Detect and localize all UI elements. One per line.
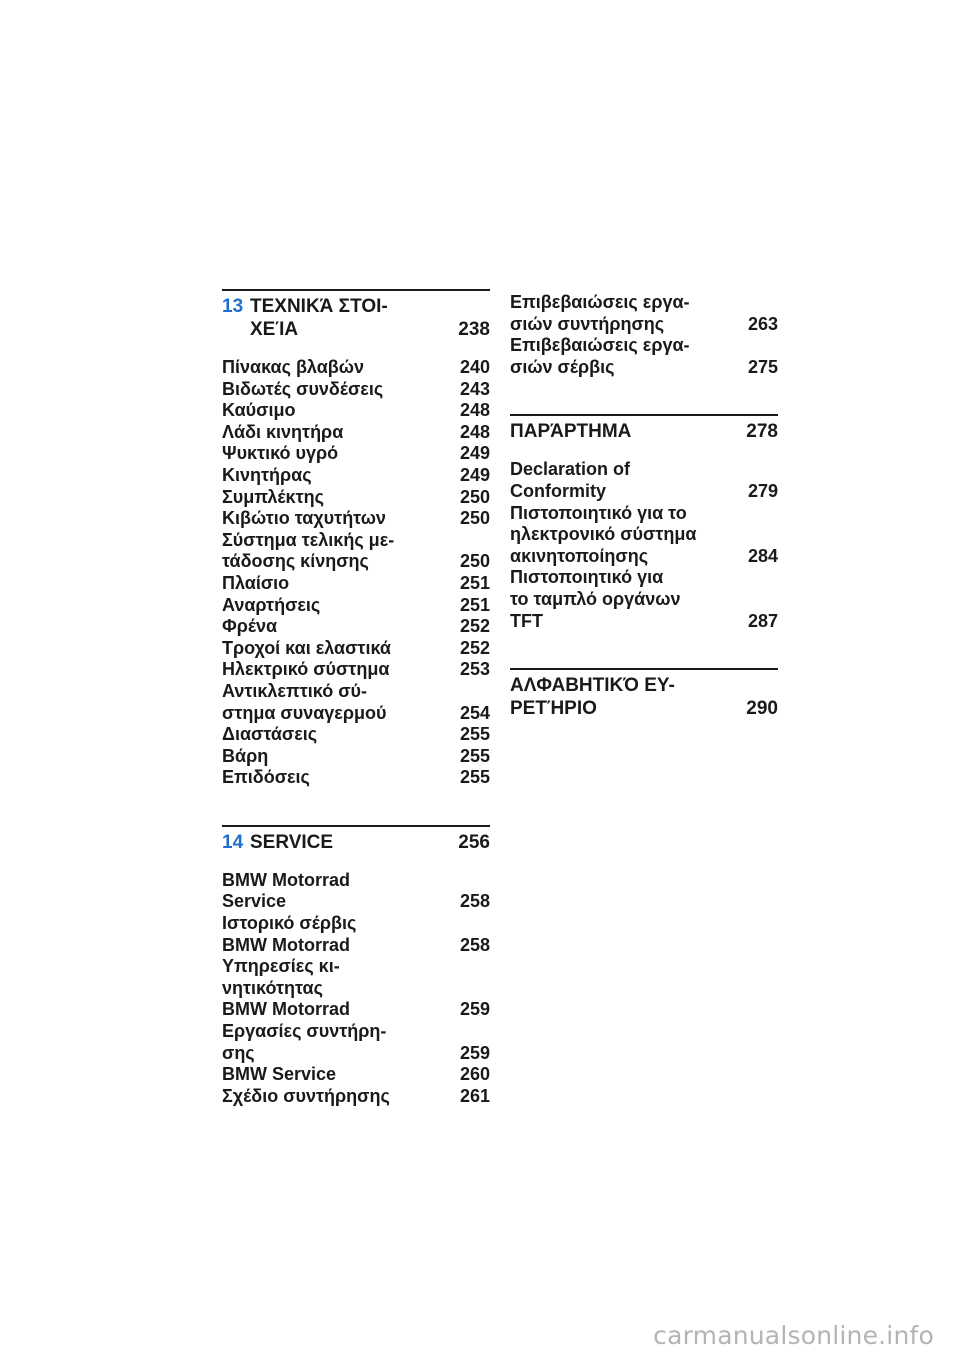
toc-entry-page: 250 — [459, 508, 490, 529]
toc-entry-page: 259 — [459, 1042, 490, 1063]
watermark-text: carmanualsonline.info — [653, 1321, 934, 1350]
toc-entry-page: 253 — [459, 659, 490, 680]
toc-entry-title: Ηλεκτρικό σύστημα — [222, 659, 390, 680]
index-heading[interactable] — [510, 670, 778, 720]
toc-entry-title: Καύσιμο — [222, 400, 296, 421]
toc-entry-title: Πίνακας βλαβών — [222, 357, 364, 377]
toc-entry[interactable] — [222, 724, 490, 746]
toc-entry-page: 261 — [459, 1085, 490, 1106]
toc-entry-page: 250 — [459, 486, 490, 507]
toc-entry-page: 240 — [459, 357, 490, 377]
section-14-heading[interactable] — [222, 827, 490, 854]
toc-entry-title: Λάδι κινητήρα — [222, 421, 344, 442]
toc-entry-title: Αντικλεπτικό σύ- στημα συναγερμού — [222, 680, 387, 723]
toc-entry-page: 287 — [747, 610, 778, 631]
section-13-number: 13 — [222, 296, 244, 317]
toc-entry[interactable] — [510, 503, 778, 568]
section-14-number: 14 — [222, 831, 244, 853]
toc-entry[interactable] — [222, 681, 490, 724]
toc-entry-page: 251 — [459, 572, 490, 593]
toc-entry-title: Βάρη — [222, 745, 269, 766]
section-13-page: 238 — [458, 319, 490, 340]
toc-entry[interactable] — [510, 567, 778, 632]
toc-entry-title: Κιβώτιο ταχυτήτων — [222, 508, 386, 529]
toc-entry-title: Επιβεβαιώσεις εργα- σιών συντήρησης — [510, 292, 690, 334]
toc-entry-title: BMW Motorrad Service — [222, 869, 350, 912]
section-13-entries — [222, 357, 490, 789]
toc-entry-title: Πλαίσιο — [222, 572, 290, 593]
toc-entry-title: Ψυκτικό υγρό — [222, 443, 339, 464]
toc-entry[interactable] — [222, 638, 490, 660]
toc-entry[interactable] — [510, 292, 778, 335]
toc-entry[interactable] — [222, 767, 490, 789]
appendix-page: 278 — [746, 421, 778, 443]
toc-entry[interactable] — [222, 956, 490, 1021]
toc-entry-page: 248 — [459, 421, 490, 442]
toc-entry[interactable] — [222, 357, 490, 379]
toc-entry-title: Σύστημα τελικής με- τάδοσης κίνησης — [222, 529, 395, 572]
index-title: ΑΛΦΑΒΗΤΙΚΌ ΕΥ- ΡΕΤΉΡΙΟ — [510, 675, 675, 720]
toc-entry-title: Διαστάσεις — [222, 724, 318, 745]
toc-entry-title: Επιβεβαιώσεις εργα- σιών σέρβις — [510, 335, 690, 377]
toc-entry[interactable] — [222, 487, 490, 509]
toc-entry[interactable] — [222, 465, 490, 487]
toc-entry-page: 251 — [459, 594, 490, 615]
toc-entry[interactable] — [222, 659, 490, 681]
toc-entry-page: 248 — [459, 400, 490, 421]
section-14-entries — [222, 870, 490, 1108]
toc-entry-page: 243 — [459, 378, 490, 399]
toc-entry-title: Σχέδιο συντήρησης — [222, 1085, 390, 1106]
appendix-heading[interactable] — [510, 416, 778, 443]
toc-entry-page: 255 — [459, 724, 490, 745]
toc-entry-title: Υπηρεσίες κι- νητικότητας BMW Motorrad — [222, 956, 350, 1020]
toc-entry[interactable] — [222, 508, 490, 530]
toc-entry-title: Επιδόσεις — [222, 767, 310, 788]
toc-entry-title: Κινητήρας — [222, 464, 312, 485]
toc-entry-title: Declaration of Conformity — [510, 459, 631, 501]
toc-entry-title: Πιστοποιητικό για το ταμπλό οργάνων TFT — [510, 567, 681, 631]
toc-entry[interactable] — [222, 1086, 490, 1108]
toc-entry-page: 259 — [459, 999, 490, 1020]
toc-entry[interactable] — [222, 379, 490, 401]
toc-entry-page: 263 — [747, 313, 778, 334]
index-page: 290 — [746, 698, 778, 720]
toc-entry[interactable] — [222, 616, 490, 638]
toc-entry-title: Ιστορικό σέρβις BMW Motorrad — [222, 913, 357, 955]
toc-entry[interactable] — [222, 913, 490, 956]
continued-entries — [510, 292, 778, 378]
toc-entry-page: 249 — [459, 464, 490, 485]
appendix-title: ΠΑΡΆΡΤΗΜΑ — [510, 421, 632, 443]
toc-entry[interactable] — [222, 573, 490, 595]
toc-entry[interactable] — [222, 595, 490, 617]
section-14-page: 256 — [458, 831, 490, 853]
toc-entry[interactable] — [222, 1021, 490, 1064]
toc-entry-page: 258 — [459, 891, 490, 912]
section-13-title: ΤΕΧΝΙΚΆ ΣΤΟΙ- ΧΕΊΑ — [250, 296, 388, 340]
toc-entry[interactable] — [222, 400, 490, 422]
toc-entry-page: 258 — [459, 934, 490, 955]
toc-entry[interactable] — [222, 746, 490, 768]
toc-entry[interactable] — [222, 530, 490, 573]
toc-entry-title: Βιδωτές συνδέσεις — [222, 378, 384, 399]
toc-entry-page: 284 — [747, 545, 778, 566]
toc-entry-title: Αναρτήσεις — [222, 594, 321, 615]
toc-entry-page: 255 — [459, 767, 490, 788]
toc-entry-title: BMW Service — [222, 1064, 337, 1085]
toc-entry-page: 250 — [459, 551, 490, 572]
toc-entry-page: 252 — [459, 616, 490, 637]
toc-entry[interactable] — [222, 422, 490, 444]
toc-entry-title: Συμπλέκτης — [222, 486, 324, 507]
toc-entry-title: Φρένα — [222, 616, 278, 637]
toc-entry-page: 249 — [459, 443, 490, 464]
toc-entry-page: 279 — [747, 480, 778, 501]
toc-entry[interactable] — [222, 443, 490, 465]
toc-entry-title: Πιστοποιητικό για το ηλεκτρονικό σύστημα ακινητοποίησης — [510, 502, 697, 566]
toc-entry[interactable] — [222, 1064, 490, 1086]
toc-left-column — [222, 289, 490, 1107]
toc-entry[interactable] — [510, 335, 778, 378]
toc-entry[interactable] — [510, 459, 778, 502]
section-14-title: SERVICE — [250, 831, 334, 853]
appendix-entries — [510, 459, 778, 632]
toc-entry-page: 260 — [459, 1064, 490, 1085]
toc-entry-page: 252 — [459, 637, 490, 658]
toc-entry-title: Εργασίες συντήρη- σης — [222, 1021, 387, 1063]
toc-entry-title: Τροχοί και ελαστικά — [222, 637, 391, 658]
toc-entry-page: 254 — [459, 702, 490, 723]
section-13-heading[interactable] — [222, 291, 490, 341]
toc-entry[interactable] — [222, 870, 490, 913]
toc-entry-page: 275 — [747, 356, 778, 377]
toc-entry-page: 255 — [459, 745, 490, 766]
toc-right-column — [510, 289, 778, 720]
